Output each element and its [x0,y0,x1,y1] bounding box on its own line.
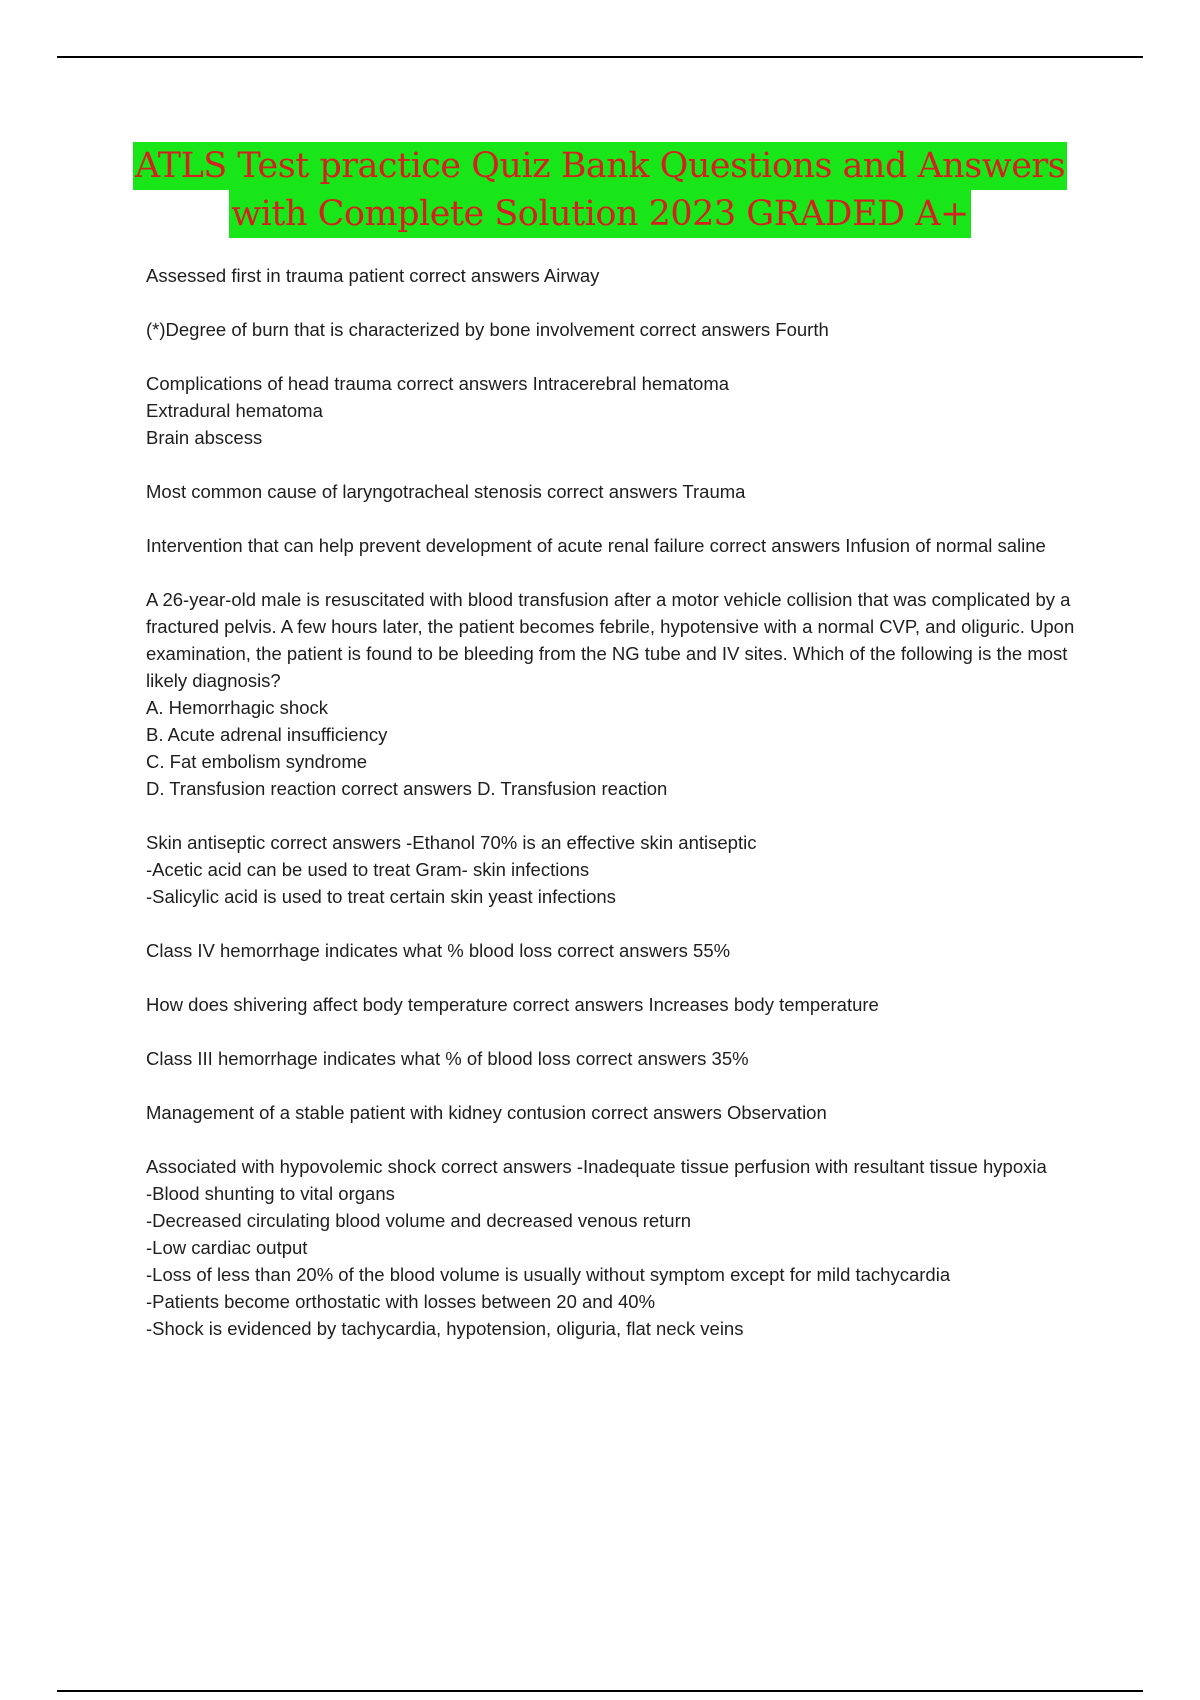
qa-line: -Acetic acid can be used to treat Gram- skin infections [146,859,590,880]
qa-option: B. Acute adrenal insufficiency [146,724,388,745]
qa-list [146,262,1086,1369]
qa-line: Intervention that can help prevent development of acute renal failure correct answers Infusion of normal saline [146,535,1046,556]
qa-line: Assessed first in trauma patient correct answers Airway [146,265,600,286]
qa-option: A. Hemorrhagic shock [146,697,328,718]
qa-item [146,991,1086,1018]
qa-line: -Low cardiac output [146,1237,308,1258]
qa-line: Complications of head trauma correct answers Intracerebral hematoma [146,373,730,394]
qa-line: How does shivering affect body temperature correct answers Increases body temperature [146,994,879,1015]
qa-line: A 26-year-old male is resuscitated with blood transfusion after a motor vehicle collision that was complicated by a fractured pelvis. A few hours later, the patient becomes febrile, hypotensive with a normal CVP, and oliguric. Upon examination, the patient is found to be bleeding from the NG tube and IV sites. Which of the following is the most likely diagnosis? [146,589,1075,691]
qa-line: -Shock is evidenced by tachycardia, hypotension, oliguria, flat neck veins [146,1318,744,1339]
qa-line: -Salicylic acid is used to treat certain skin yeast infections [146,886,616,907]
qa-line: -Patients become orthostatic with losses between 20 and 40% [146,1291,656,1312]
qa-line: (*)Degree of burn that is characterized by bone involvement correct answers Fourth [146,319,829,340]
qa-line: Extradural hematoma [146,400,323,421]
qa-item [146,370,1086,451]
qa-item [146,829,1086,910]
title-line-2: with Complete Solution 2023 GRADED A+ [229,190,971,238]
qa-line: -Decreased circulating blood volume and decreased venous return [146,1210,692,1231]
bottom-divider [57,1690,1143,1692]
qa-line: Class IV hemorrhage indicates what % blood loss correct answers 55% [146,940,731,961]
qa-item [146,1099,1086,1126]
qa-item [146,316,1086,343]
qa-item [146,478,1086,505]
qa-item [146,532,1086,559]
qa-option: D. Transfusion reaction correct answers D. Transfusion reaction [146,778,668,799]
qa-line: Management of a stable patient with kidney contusion correct answers Observation [146,1102,827,1123]
qa-line: Class III hemorrhage indicates what % of blood loss correct answers 35% [146,1048,749,1069]
qa-line: Most common cause of laryngotracheal stenosis correct answers Trauma [146,481,746,502]
qa-item [146,937,1086,964]
top-divider [57,56,1143,58]
qa-line: -Blood shunting to vital organs [146,1183,395,1204]
qa-item [146,262,1086,289]
title-line-1: ATLS Test practice Quiz Bank Questions and Answers [133,142,1067,190]
document-title [0,142,1200,238]
qa-item [146,1045,1086,1072]
qa-item [146,586,1086,802]
qa-line: -Loss of less than 20% of the blood volume is usually without symptom except for mild tachycardia [146,1264,951,1285]
qa-line: Skin antiseptic correct answers -Ethanol 70% is an effective skin antiseptic [146,832,757,853]
qa-option: C. Fat embolism syndrome [146,751,368,772]
qa-line: Associated with hypovolemic shock correct answers -Inadequate tissue perfusion with resultant tissue hypoxia [146,1156,1047,1177]
qa-item [146,1153,1086,1342]
qa-line: Brain abscess [146,427,263,448]
